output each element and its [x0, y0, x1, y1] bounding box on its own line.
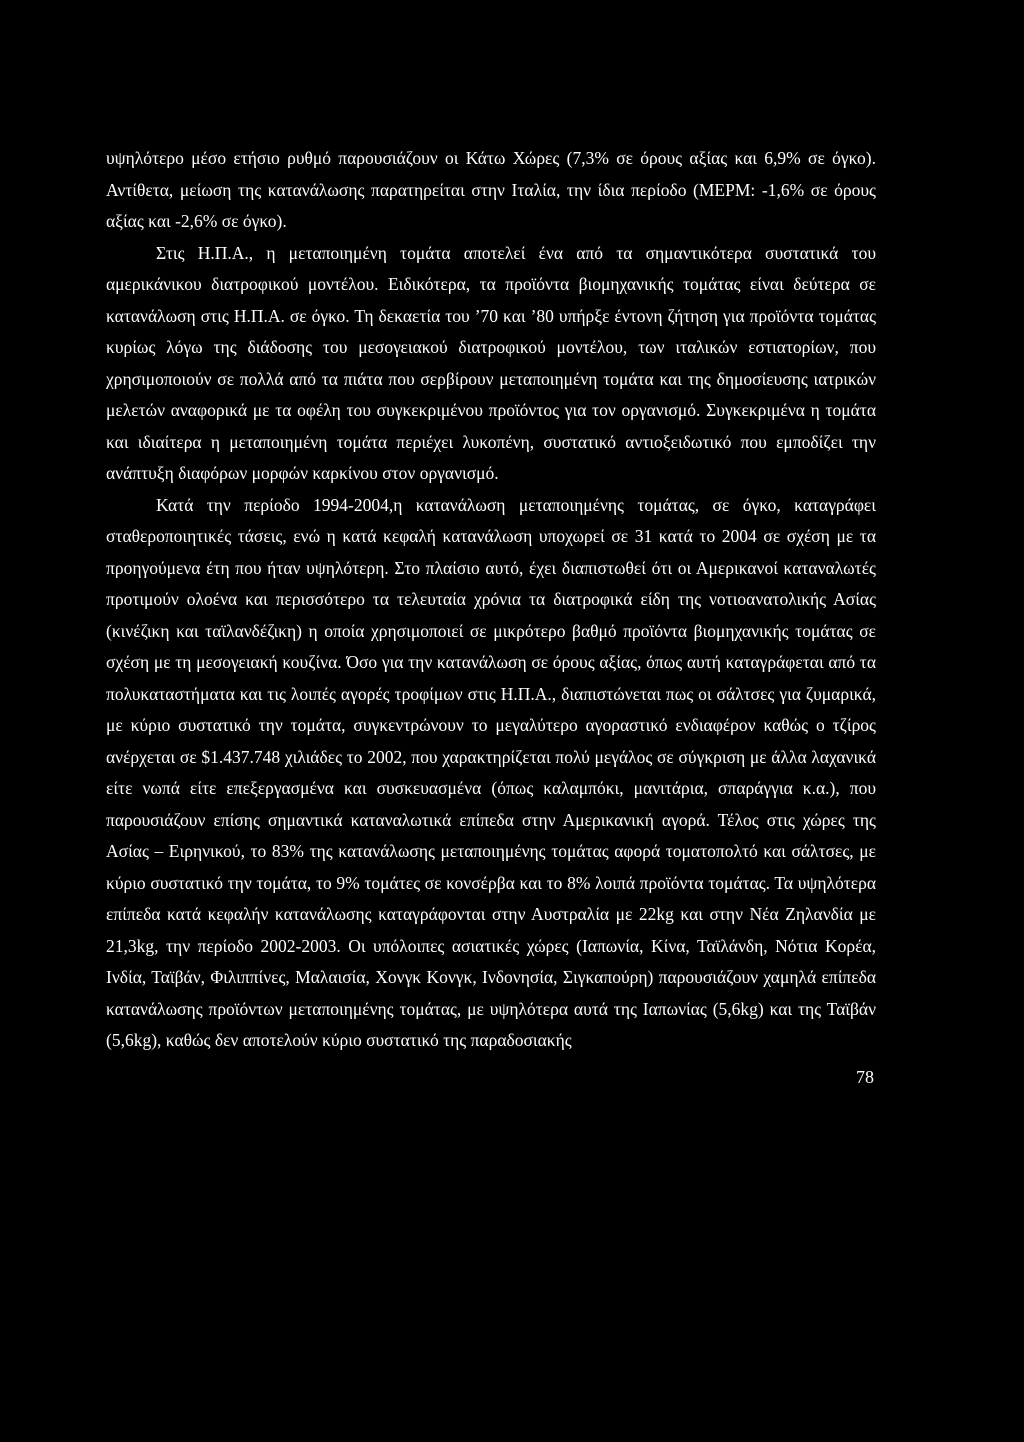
- paragraph-1: υψηλότερο μέσο ετήσιο ρυθμό παρουσιάζουν οι Κάτω Χώρες (7,3% σε όρους αξίας και 6,9% σε όγκο). Αντίθετα, μείωση της κατανάλωσης παρατηρείται στην Ιταλία, την ίδια περίοδο (ΜΕΡΜ: -1,6% σε όρους αξίας και -2,6% σε όγκο).: [106, 148, 876, 231]
- page-number: 78: [856, 1067, 874, 1087]
- paragraph-3: Κατά την περίοδο 1994-2004,η κατανάλωση μεταποιημένης τομάτας, σε όγκο, καταγράφει σταθεροποιητικές τάσεις, ενώ η κατά κεφαλή κατανάλωση υποχωρεί σε 31 κατά το 2004 σε σχέση με τα προηγούμενα έτη που ήταν υψηλότερη. Στο πλαίσιο αυτό, έχει διαπιστωθεί ότι οι Αμερικανοί καταναλωτές προτιμούν ολοένα και περισσότερο τα τελευταία χρόνια τα διατροφικά είδη της νοτιοανατολικής Ασίας (κινέζικη και ταϊλανδέζικη) η οποία χρησιμοποιεί σε μικρότερο βαθμό προϊόντα βιομηχανικής τομάτας σε σχέση με τη μεσογειακή κουζίνα. Όσο για την κατανάλωση σε όρους αξίας, όπως αυτή καταγράφεται από τα πολυκαταστήματα και τις λοιπές αγορές τροφίμων στις Η.Π.Α., διαπιστώνεται πως οι σάλτσες για ζυμαρικά, με κύριο συστατικό την τομάτα, συγκεντρώνουν το μεγαλύτερο αγοραστικό ενδιαφέρον καθώς ο τζίρος ανέρχεται σε $1.437.748 χιλιάδες το 2002, που χαρακτηρίζεται πολύ μεγάλος σε σύγκριση με άλλα λαχανικά είτε νωπά είτε επεξεργασμένα και συσκευασμένα (όπως καλαμπόκι, μανιτάρια, σπαράγγια κ.α.), που παρουσιάζουν επίσης σημαντικά καταναλωτικά επίπεδα στην Αμερικανική αγορά. Τέλος στις χώρες της Ασίας – Ειρηνικού, το 83% της κατανάλωσης μεταποιημένης τομάτας αφορά τοματοπολτό και σάλτσες, με κύριο συστατικό την τομάτα, το 9% τομάτες σε κονσέρβα και το 8% λοιπά προϊόντα τομάτας. Τα υψηλότερα επίπεδα κατά κεφαλήν κατανάλωσης καταγράφονται στην Αυστραλία με 22kg και στην Νέα Ζηλανδία με 21,3kg, την περίοδο 2002-2003. Οι υπόλοιπες ασιατικές χώρες (Ιαπωνία, Κίνα, Ταϊλάνδη, Νότια Κορέα, Ινδία, Ταϊβάν, Φιλιππίνες, Μαλαισία, Χονγκ Κονγκ, Ινδονησία, Σιγκαπούρη) παρουσιάζουν χαμηλά επίπεδα κατανάλωσης προϊόντων μεταποιημένης τομάτας, με υψηλότερα αυτά της Ιαπωνίας (5,6kg) και της Ταϊβάν (5,6kg), καθώς δεν αποτελούν κύριο συστατικό της παραδοσιακής: [106, 494, 876, 1050]
- paragraph-2: Στις Η.Π.Α., η μεταποιημένη τομάτα αποτελεί ένα από τα σημαντικότερα συστατικά του αμερικάνικου διατροφικού μοντέλου. Ειδικότερα, τα προϊόντα βιομηχανικής τομάτας είναι δεύτερα σε κατανάλωση στις Η.Π.Α. σε όγκο. Τη δεκαετία του ’70 και ’80 υπήρξε έντονη ζήτηση για προϊόντα τομάτας κυρίως λόγω της διάδοσης του μεσογειακού διατροφικού μοντέλου, των ιταλικών εστιατορίων, που χρησιμοποιούν σε πολλά από τα πιάτα που σερβίρουν μεταποιημένη τομάτα και της δημοσίευσης ιατρικών μελετών αναφορικά με τα οφέλη του συγκεκριμένου προϊόντος για τον οργανισμό. Συγκεκριμένα η τομάτα και ιδιαίτερα η μεταποιημένη τομάτα περιέχει λυκοπένη, συστατικό αντιοξειδωτικό που εμποδίζει την ανάπτυξη διαφόρων μορφών καρκίνου στον οργανισμό.: [106, 242, 876, 483]
- document-body: [106, 143, 876, 1057]
